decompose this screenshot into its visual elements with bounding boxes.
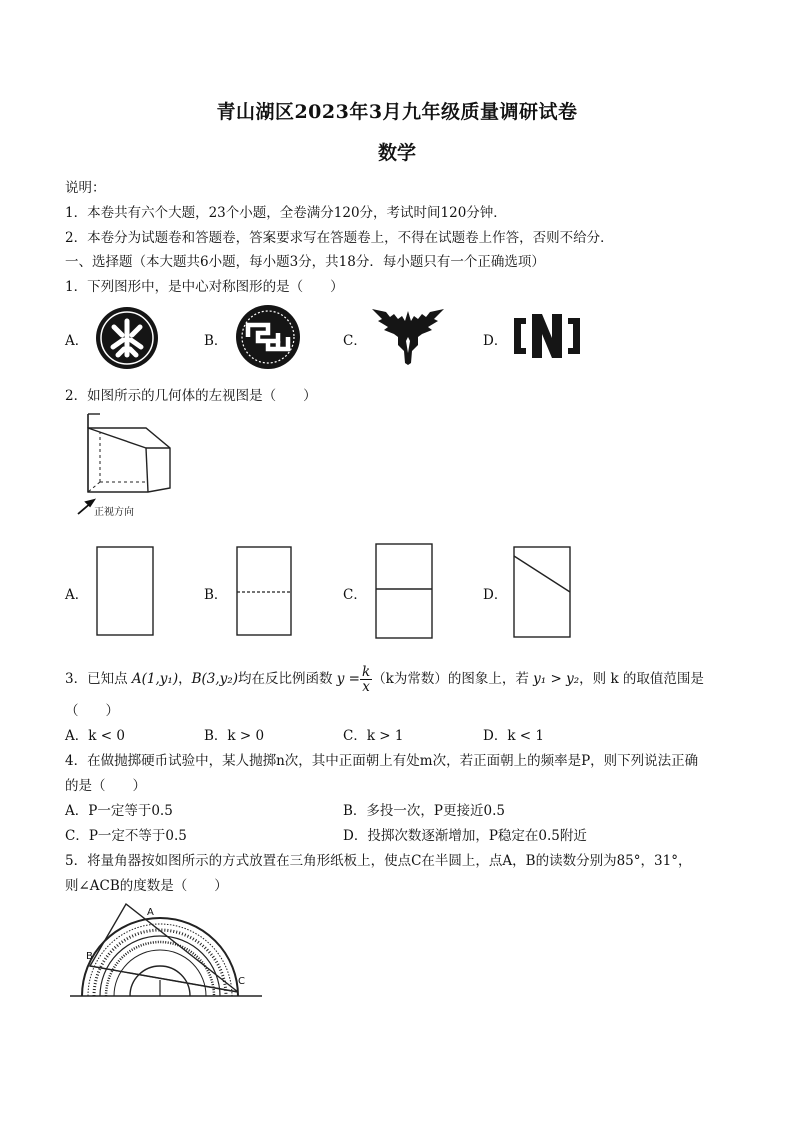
q1-option-c-logo <box>372 307 444 371</box>
q1-stem: 1．下列图形中，是中心对称图形的是（ ） <box>65 279 344 295</box>
q1-option-a-logo <box>94 305 160 375</box>
q3-separator: ， <box>178 671 192 687</box>
q3-fraction-denominator: x <box>362 679 370 695</box>
q3-option-b: B．k > 0 <box>204 728 265 744</box>
q4-option-c: C．P一定不等于0.5 <box>65 828 187 844</box>
q5-stem-line-2: 则∠ACB的度数是（ ） <box>65 878 228 894</box>
q3-option-a: A．k < 0 <box>65 728 125 744</box>
q2-view-direction-caption: 正视方向 <box>94 507 134 518</box>
q2-option-c-label: C． <box>343 587 367 603</box>
notes-item-2: 2．本卷分为试题卷和答题卷，答案要求写在答题卷上，不得在试题卷上作答，否则不给分． <box>65 230 614 246</box>
q3-function-lhs: y = <box>336 671 360 687</box>
q2-option-a-label: A． <box>65 587 89 603</box>
q3-text-4: ，则 k 的取值范围是 <box>579 671 704 687</box>
q2-option-b-label: B． <box>204 587 228 603</box>
exam-title: 青山湖区2023年3月九年级质量调研试卷 <box>216 101 578 123</box>
q4-option-d: D．投掷次数逐渐增加，P稳定在0.5附近 <box>343 828 587 844</box>
q5-point-b-label: B <box>86 951 93 962</box>
q1-option-c-label: C． <box>343 333 367 349</box>
q5-point-a-label: A <box>147 907 154 918</box>
subject-title: 数学 <box>377 142 416 164</box>
q3-text-1: 3．已知点 <box>65 671 132 687</box>
q1-option-d-logo <box>512 310 582 366</box>
q3-stem <box>65 665 704 694</box>
q1-option-b-label: B． <box>204 333 228 349</box>
q5-point-c-label: C <box>238 976 245 987</box>
q4-option-b: B．多投一次，P更接近0.5 <box>343 803 505 819</box>
q3-point-b: B(3,y₂) <box>191 671 238 687</box>
q3-fraction <box>360 665 372 694</box>
q4-option-a: A．P一定等于0.5 <box>65 803 173 819</box>
q2-stem: 2．如图所示的几何体的左视图是（ ） <box>65 388 317 404</box>
q1-option-b-logo <box>234 303 302 375</box>
q3-answer-blank: （ ） <box>65 703 119 719</box>
q4-stem-line-2: 的是（ ） <box>65 778 146 794</box>
notes-heading: 说明： <box>65 180 106 196</box>
q1-option-d-label: D． <box>483 333 508 349</box>
q1-option-a-label: A． <box>65 333 89 349</box>
q5-protractor-figure <box>66 896 266 1010</box>
q3-point-a: A(1,y₁) <box>131 671 179 687</box>
q5-stem-line-1: 5．将量角器按如图所示的方式放置在三角形纸板上，使点C在半圆上，点A，B的读数分别为85°，31°， <box>65 853 692 869</box>
q3-option-d: D．k < 1 <box>483 728 544 744</box>
q2-option-b-view <box>236 546 292 640</box>
q2-option-d-label: D． <box>483 587 508 603</box>
q3-condition: y₁ > y₂ <box>533 671 580 687</box>
q3-option-c: C．k > 1 <box>343 728 404 744</box>
q2-option-c-view <box>375 543 433 643</box>
q2-option-a-view <box>96 546 154 640</box>
notes-item-1: 1．本卷共有六个大题，23个小题，全卷满分120分，考试时间120分钟． <box>65 205 507 221</box>
q2-option-d-view <box>513 546 571 642</box>
q4-stem-line-1: 4．在做抛掷硬币试验中，某人抛掷n次，其中正面朝上有处m次，若正面朝上的频率是P，则下列说法正确 <box>65 753 699 769</box>
q3-text-3: （k为常数）的图象上，若 <box>372 671 534 687</box>
q3-text-2: 均在反比例函数 <box>237 671 337 687</box>
q3-fraction-numerator: k <box>362 664 371 680</box>
section-1-heading: 一、选择题（本大题共6小题，每小题3分，共18分．每小题只有一个正确选项） <box>65 254 545 270</box>
